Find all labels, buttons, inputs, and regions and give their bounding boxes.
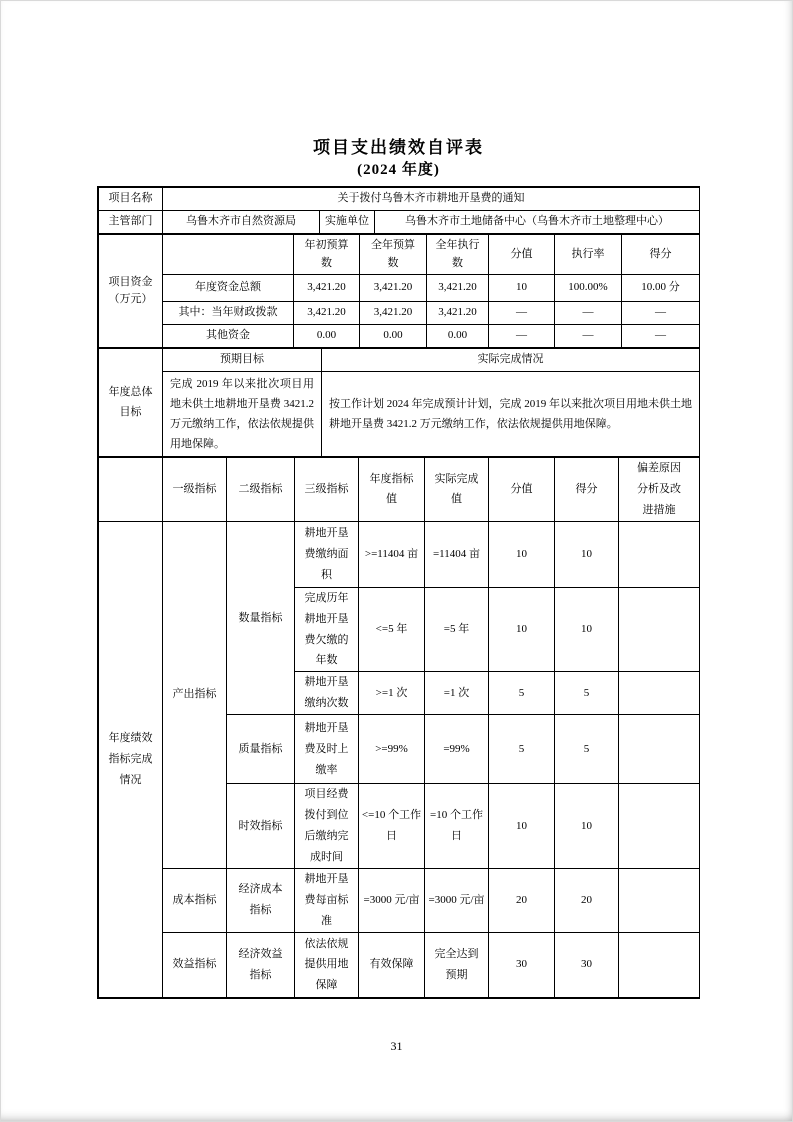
indicators-section-label: 年度绩效指标完成情况 [99, 521, 163, 997]
funds-row-label: 其他资金 [163, 325, 294, 348]
target-cell: >=99% [359, 715, 425, 784]
dept-value: 乌鲁木齐市自然资源局 [163, 211, 320, 234]
score-cell: 10 [555, 521, 619, 587]
funds-header-score: 得分 [622, 235, 700, 275]
level2-quantity-cell: 数量指标 [227, 521, 295, 715]
level2-timeliness-cell: 时效指标 [227, 784, 295, 869]
target-cell: 有效保障 [359, 932, 425, 997]
score-cell: 5 [555, 672, 619, 715]
actual-cell: =5 年 [425, 587, 489, 672]
target-cell: >=11404 亩 [359, 521, 425, 587]
funds-score-cell: — [622, 302, 700, 325]
indicator-row [99, 521, 700, 587]
funds-initial-cell: 3,421.20 [294, 302, 360, 325]
funds-annual-cell: 3,421.20 [360, 302, 427, 325]
indicators-header-level2: 二级指标 [227, 458, 295, 522]
funds-score-cell: — [622, 325, 700, 348]
goal-header-row [99, 349, 700, 372]
actual-cell: =11404 亩 [425, 521, 489, 587]
indicators-header-actual: 实际完成值 [425, 458, 489, 522]
score-cell: 10 [555, 587, 619, 672]
funds-blank-cell [163, 235, 294, 275]
indicator-row [99, 868, 700, 932]
target-cell: =3000 元/亩 [359, 868, 425, 932]
level1-benefit-cell: 效益指标 [163, 932, 227, 997]
funds-row-fiscal [99, 302, 700, 325]
funds-annual-cell: 0.00 [360, 325, 427, 348]
actual-cell: =3000 元/亩 [425, 868, 489, 932]
funds-header-annual-budget: 全年预算数 [360, 235, 427, 275]
weight-cell: 5 [489, 672, 555, 715]
funds-weight-cell: — [489, 302, 555, 325]
impl-unit-label: 实施单位 [320, 211, 375, 234]
goal-content-row [99, 372, 700, 457]
funds-rate-cell: — [555, 325, 622, 348]
actual-cell: =1 次 [425, 672, 489, 715]
dept-label: 主管部门 [99, 211, 163, 234]
indicators-header-deviation: 偏差原因分析及改进措施 [619, 458, 700, 522]
indicators-blank-cell [99, 458, 163, 522]
funds-header-weight: 分值 [489, 235, 555, 275]
deviation-cell [619, 587, 700, 672]
target-cell: >=1 次 [359, 672, 425, 715]
funds-header-row [99, 235, 700, 275]
project-name-value: 关于拨付乌鲁木齐市耕地开垦费的通知 [163, 188, 700, 211]
funds-rate-cell: 100.00% [555, 275, 622, 302]
level1-output-cell: 产出指标 [163, 521, 227, 868]
score-cell: 20 [555, 868, 619, 932]
deviation-cell [619, 784, 700, 869]
target-cell: <=10 个工作日 [359, 784, 425, 869]
funds-annual-cell: 3,421.20 [360, 275, 427, 302]
funds-header-executed: 全年执行数 [427, 235, 489, 275]
funds-score-cell: 10.00 分 [622, 275, 700, 302]
indicators-header-score: 得分 [555, 458, 619, 522]
page-title: 项目支出绩效自评表 [313, 138, 484, 157]
weight-cell: 10 [489, 784, 555, 869]
weight-cell: 30 [489, 932, 555, 997]
project-info-table [98, 187, 700, 234]
funds-rate-cell: — [555, 302, 622, 325]
indicators-header-row [99, 458, 700, 522]
funds-section-label: 项目资金（万元） [99, 235, 163, 348]
impl-unit-value: 乌鲁木齐市土地储备中心（乌鲁木齐市土地整理中心） [375, 211, 700, 234]
page-subtitle: (2024 年度) [357, 162, 440, 178]
target-cell: <=5 年 [359, 587, 425, 672]
score-cell: 5 [555, 715, 619, 784]
funds-initial-cell: 0.00 [294, 325, 360, 348]
funds-executed-cell: 3,421.20 [427, 302, 489, 325]
funds-executed-cell: 0.00 [427, 325, 489, 348]
weight-cell: 10 [489, 521, 555, 587]
level2-economic-benefit-cell: 经济效益指标 [227, 932, 295, 997]
goal-expected-header: 预期目标 [163, 349, 322, 372]
funds-weight-cell: — [489, 325, 555, 348]
actual-cell: 完全达到预期 [425, 932, 489, 997]
project-name-label: 项目名称 [99, 188, 163, 211]
funds-table [98, 234, 700, 348]
funds-header-initial-budget: 年初预算数 [294, 235, 360, 275]
funds-header-rate: 执行率 [555, 235, 622, 275]
level3-cell: 依法依规提供用地保障 [295, 932, 359, 997]
weight-cell: 20 [489, 868, 555, 932]
level3-cell: 耕地开垦缴纳次数 [295, 672, 359, 715]
table-row [99, 188, 700, 211]
page-number: 31 [390, 1039, 403, 1053]
actual-cell: =99% [425, 715, 489, 784]
indicators-header-level3: 三级指标 [295, 458, 359, 522]
level2-economic-cost-cell: 经济成本指标 [227, 868, 295, 932]
level3-cell: 耕地开垦费缴纳面积 [295, 521, 359, 587]
funds-weight-cell: 10 [489, 275, 555, 302]
level3-cell: 耕地开垦费每亩标准 [295, 868, 359, 932]
score-cell: 30 [555, 932, 619, 997]
funds-initial-cell: 3,421.20 [294, 275, 360, 302]
deviation-cell [619, 868, 700, 932]
indicator-row [99, 932, 700, 997]
indicators-header-level1: 一级指标 [163, 458, 227, 522]
deviation-cell [619, 715, 700, 784]
level3-cell: 项目经费拨付到位后缴纳完成时间 [295, 784, 359, 869]
goal-actual-text: 按工作计划 2024 年完成预计计划，完成 2019 年以来批次项目用地未供土地耕地开垦费 3421.2 万元缴纳工作，依法依规提供用地保障。 [322, 372, 700, 457]
funds-row-label: 年度资金总额 [163, 275, 294, 302]
indicators-header-weight: 分值 [489, 458, 555, 522]
funds-row-label: 其中：当年财政拨款 [163, 302, 294, 325]
funds-row-other [99, 325, 700, 348]
indicators-header-target: 年度指标值 [359, 458, 425, 522]
weight-cell: 5 [489, 715, 555, 784]
goal-expected-text: 完成 2019 年以来批次项目用地未供土地耕地开垦费 3421.2 万元缴纳工作，依法依规提供用地保障。 [163, 372, 322, 457]
indicators-table [98, 457, 700, 998]
table-row [99, 211, 700, 234]
level2-quality-cell: 质量指标 [227, 715, 295, 784]
funds-executed-cell: 3,421.20 [427, 275, 489, 302]
score-cell: 10 [555, 784, 619, 869]
funds-row-total [99, 275, 700, 302]
self-evaluation-table [97, 186, 700, 999]
goal-actual-header: 实际完成情况 [322, 349, 700, 372]
deviation-cell [619, 672, 700, 715]
deviation-cell [619, 932, 700, 997]
deviation-cell [619, 521, 700, 587]
level3-cell: 完成历年耕地开垦费欠缴的年数 [295, 587, 359, 672]
weight-cell: 10 [489, 587, 555, 672]
level3-cell: 耕地开垦费及时上缴率 [295, 715, 359, 784]
goal-section-label: 年度总体目标 [99, 349, 163, 457]
actual-cell: =10 个工作日 [425, 784, 489, 869]
level1-cost-cell: 成本指标 [163, 868, 227, 932]
annual-goal-table [98, 348, 700, 457]
